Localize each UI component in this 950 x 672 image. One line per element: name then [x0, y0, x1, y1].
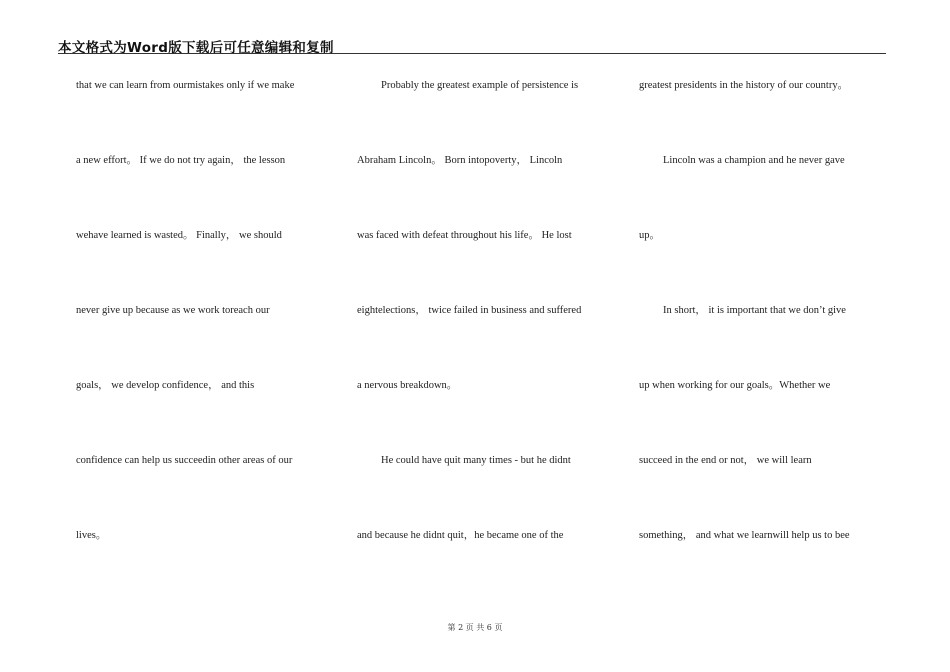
- text-line: and because he didnt quit，he became one of the: [357, 530, 564, 541]
- text-line: was faced with defeat throughout his life。 He lost: [357, 230, 572, 241]
- text-line: He could have quit many times - but he didnt: [381, 455, 571, 466]
- text-line: greatest presidents in the history of our country。: [639, 80, 849, 91]
- page-number-footer: 第 2 页 共 6 页: [447, 623, 503, 632]
- text-line: Probably the greatest example of persistence is: [381, 80, 579, 91]
- text-line: confidence can help us succeedin other areas of our: [76, 455, 293, 466]
- text-line: Abraham Lincoln。 Born intopoverty， Lincoln: [357, 155, 563, 166]
- text-column-2: [357, 78, 612, 603]
- text-line: In short， it is important that we don’t give: [663, 305, 846, 316]
- header-divider: [58, 53, 886, 54]
- text-line: lives。: [76, 530, 107, 541]
- text-line: wehave learned is wasted。 Finally， we should: [76, 230, 282, 241]
- text-column-1: [76, 78, 326, 603]
- text-line: succeed in the end or not， we will learn: [639, 455, 812, 466]
- text-line: never give up because as we work toreach our: [76, 305, 270, 316]
- text-line: up。: [639, 230, 660, 241]
- text-line: eightelections， twice failed in business and suffered: [357, 305, 582, 316]
- text-line: up when working for our goals。Whether we: [639, 380, 831, 391]
- text-line: goals， we develop confidence， and this: [76, 380, 255, 391]
- text-column-3: [639, 78, 884, 603]
- page-header-title: 本文格式为Word版下载后可任意编辑和复制: [58, 40, 334, 56]
- text-line: a nervous breakdown。: [357, 380, 458, 391]
- text-line: something， and what we learnwill help us to bee: [639, 530, 850, 541]
- text-line: Lincoln was a champion and he never gave: [663, 155, 845, 166]
- text-line: that we can learn from ourmistakes only if we make: [76, 80, 295, 91]
- text-line: a new effort。 If we do not try again， the lesson: [76, 155, 286, 166]
